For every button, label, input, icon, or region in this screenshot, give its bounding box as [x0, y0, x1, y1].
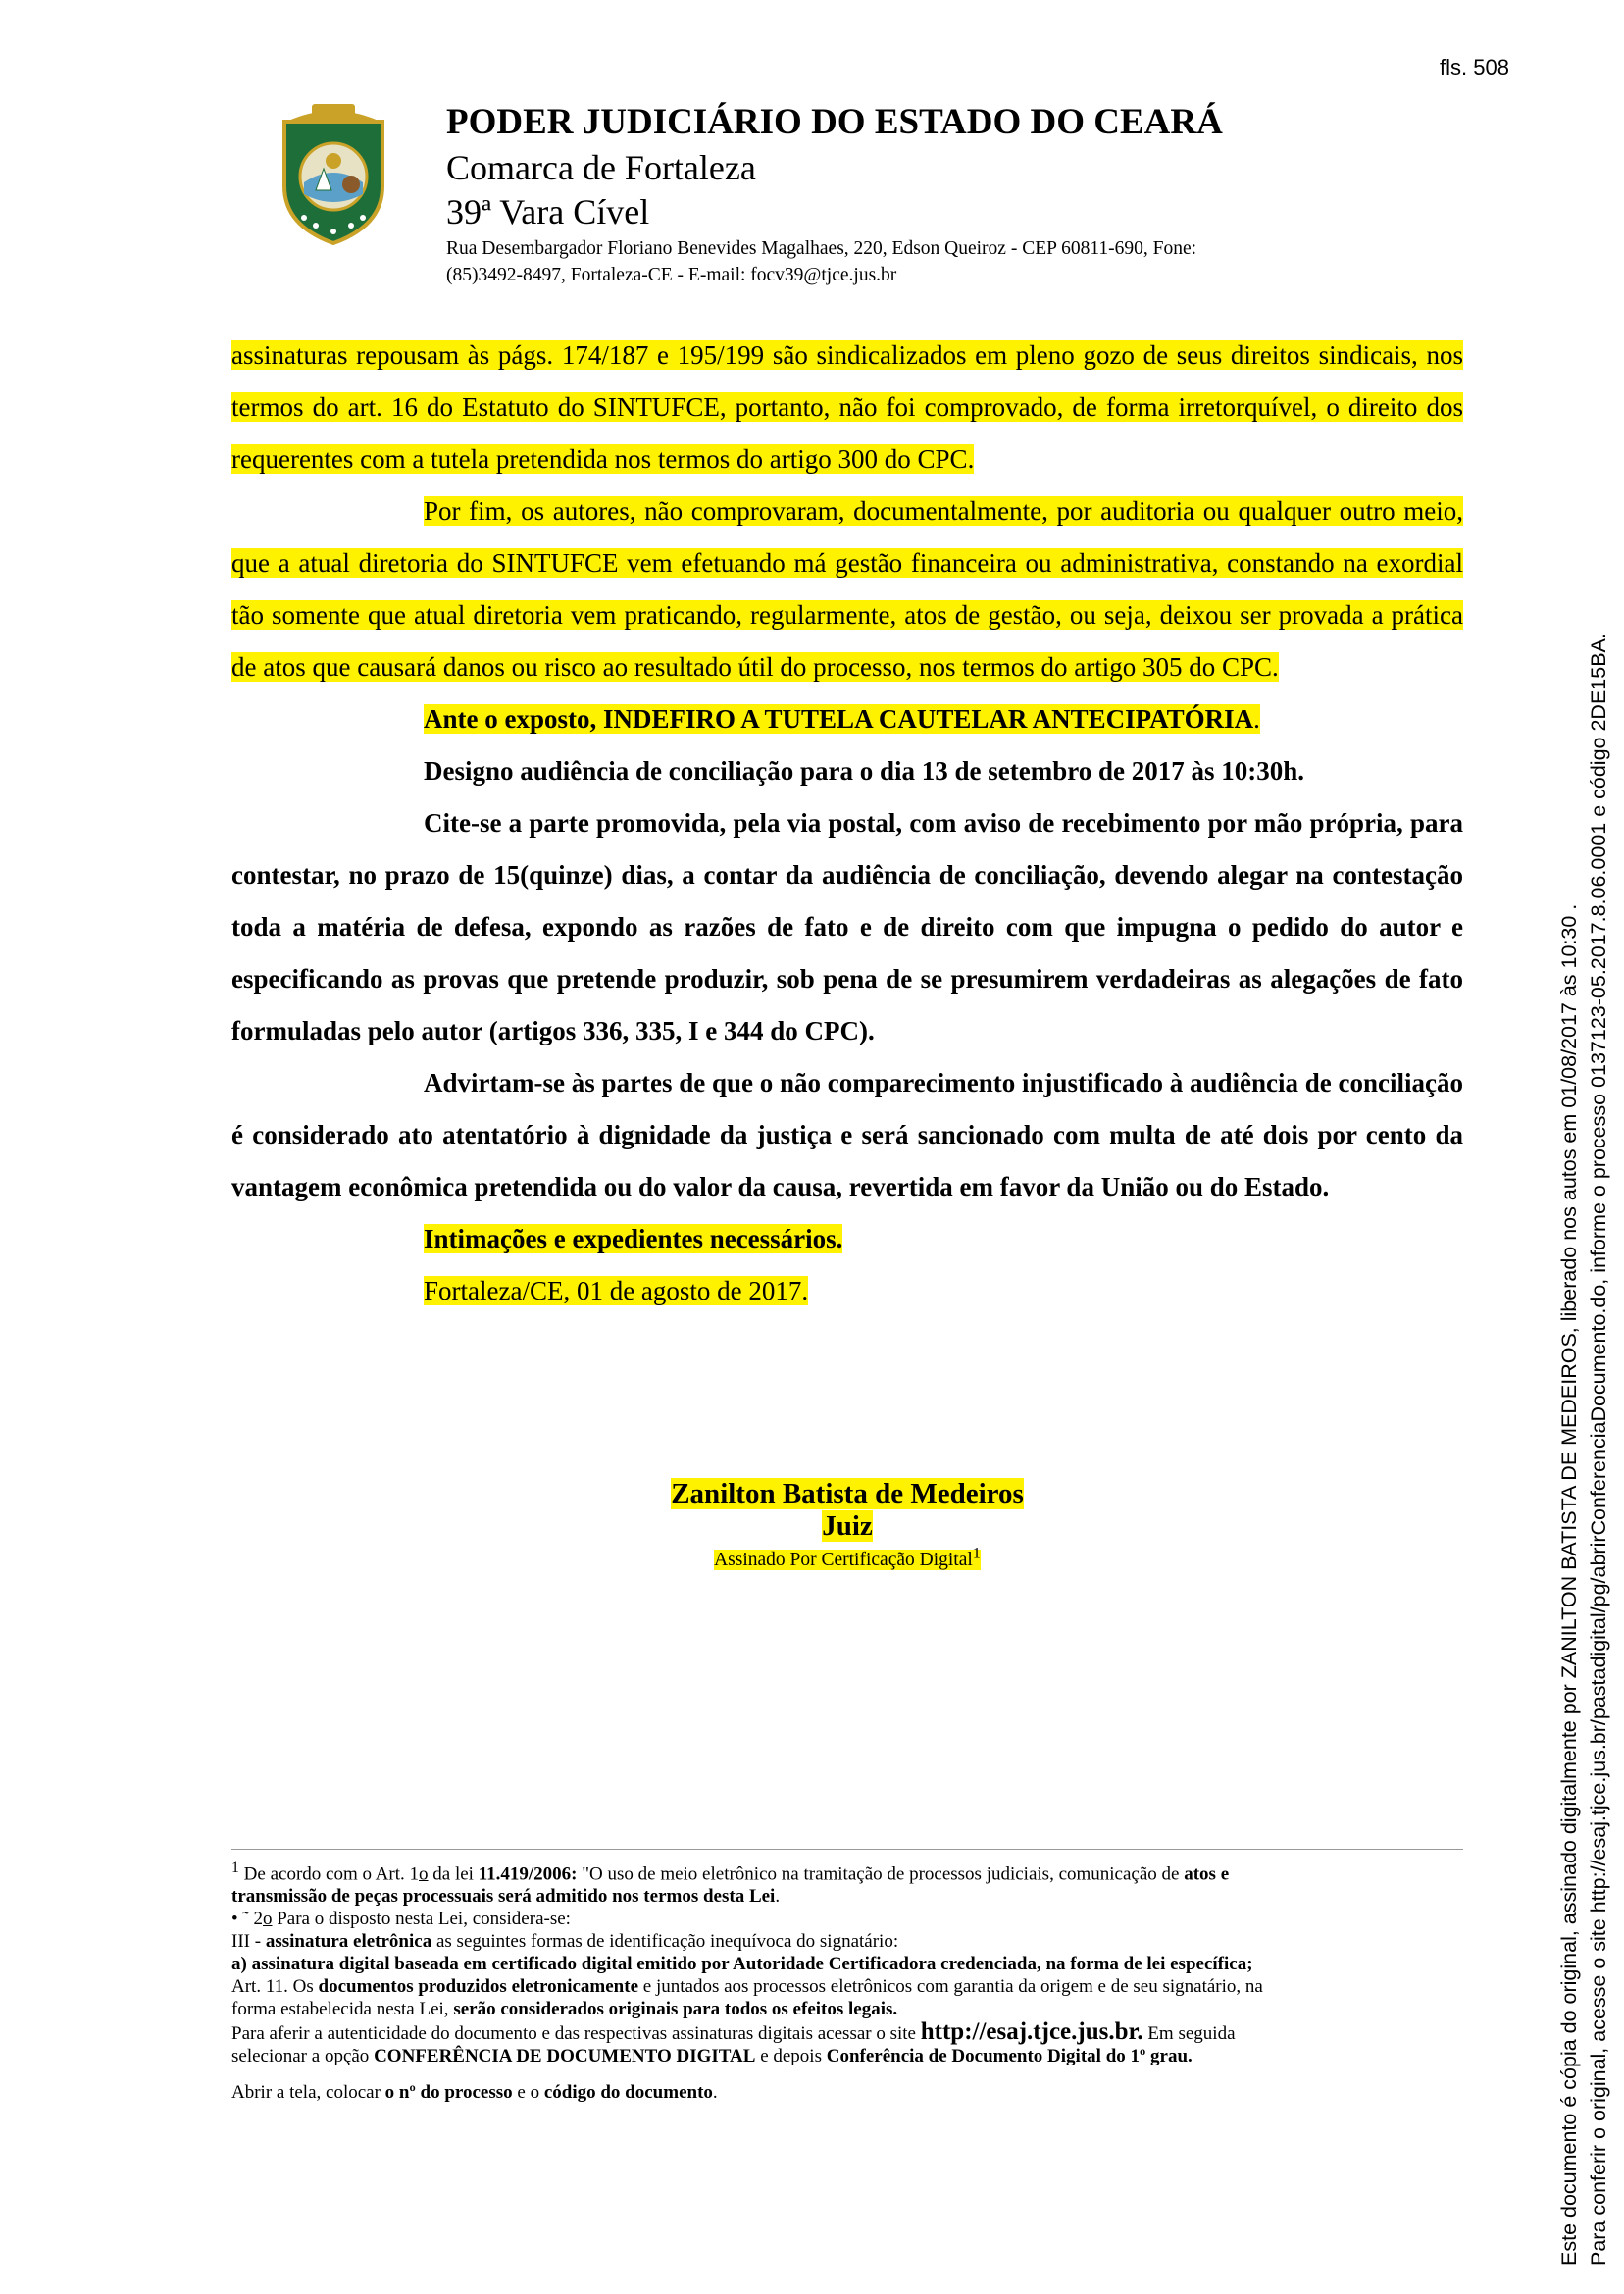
footnote-line-4	[231, 1930, 1463, 1953]
fn-ordinal: o	[419, 1863, 429, 1885]
paragraph-1-text: assinaturas repousam às págs. 174/187 e 195/199 são sindicalizados em pleno gozo de seus direitos sindicais, nos termos do art. 16 do Estatuto do SINTUFCE, portanto, não foi comprovado, de forma irretorquível, o direito dos requerentes com a tutela pretendida nos termos do artigo 300 do CPC.	[231, 340, 1463, 474]
fn-text: e juntados aos processos eletrônicos com garantia da origem e de seu signatário, na	[638, 1976, 1263, 1998]
fn-text: De acordo com o Art. 1	[238, 1863, 420, 1885]
fn-text: as seguintes formas de identificação inequívoca do signatário:	[431, 1931, 899, 1953]
signature-block	[231, 1476, 1463, 1572]
footnote-line-9	[231, 2045, 1463, 2067]
district-name: Comarca de Fortaleza	[446, 148, 756, 187]
paragraph-3	[231, 693, 1463, 745]
footnote-line-3	[231, 1908, 1463, 1930]
paragraph-8	[231, 1265, 1463, 1317]
fn-text: Abrir a tela, colocar	[231, 2082, 385, 2104]
footnote-marker: 1	[231, 1860, 239, 1876]
footnote	[231, 1857, 1463, 2104]
esaj-link[interactable]: http://esaj.tjce.jus.br.	[920, 2018, 1143, 2046]
signature-cert	[231, 1541, 1463, 1572]
footnote-line-5: a) assinatura digital baseada em certificado digital emitido por Autoridade Certificadora credenciada, na forma de lei específica;	[231, 1954, 1253, 1975]
paragraph-2-text: Por fim, os autores, não comprovaram, documentalmente, por auditoria ou qualquer outro meio, que a atual diretoria do SINTUFCE vem efetuando má gestão financeira ou administrativa, constando na exordial tão somente que atual diretoria vem praticando, regularmente, atos de gestão, ou seja, deixou ser provada a prática de atos que causará danos ou risco ao resultado útil do processo, nos termos do artigo 305 do CPC.	[231, 496, 1463, 682]
address-line-1: Rua Desembargador Floriano Benevides Magalhaes, 220, Edson Queiroz - CEP 60811-690, Fone:	[446, 238, 1197, 259]
footnote-line-6	[231, 1975, 1463, 1998]
fn-text: e depois	[755, 2046, 827, 2067]
signature-cert-span	[714, 1544, 981, 1570]
paragraph-4: Designo audiência de conciliação para o dia 13 de setembro de 2017 às 10:30h.	[424, 756, 1305, 786]
authenticity-side-note	[1554, 10, 1613, 2266]
footnote-ref: 1	[972, 1544, 981, 1561]
fn-bold: código do documento	[543, 2082, 713, 2104]
signer-name-text: Zanilton Batista de Medeiros	[671, 1478, 1024, 1509]
footnote-line-10	[231, 2081, 1463, 2104]
fn-text: • ˜ 2	[231, 1909, 263, 1930]
fn-text: .	[712, 2082, 718, 2104]
paragraph-7	[231, 1213, 1463, 1265]
fn-text: Para o disposto nesta Lei, considera-se:	[272, 1909, 571, 1930]
paragraph-6: Advirtam-se às partes de que o não comparecimento injustificado à audiência de conciliação é considerado ato atentatório à dignidade da justiça e será sancionado com multa de até dois por cento da vantagem econômica pretendida ou do valor da causa, revertida em favor da União ou do Estado.	[231, 1068, 1463, 1201]
footnote-line-7	[231, 1998, 1463, 2020]
fn-bold: CONFERÊNCIA DE DOCUMENTO DIGITAL	[374, 2046, 756, 2067]
fn-bold: transmissão de peças processuais será admitido nos termos desta Lei	[231, 1886, 776, 1908]
fn-text: .	[775, 1886, 781, 1908]
footnote-line-2	[231, 1885, 1463, 1908]
fn-bold: atos e	[1184, 1863, 1230, 1885]
fn-text: da lei	[428, 1863, 479, 1885]
address-line-2: (85)3492-8497, Fortaleza-CE - E-mail: focv39@tjce.jus.br	[446, 265, 897, 285]
fn-text: III -	[231, 1931, 266, 1953]
signature-cert-text: Assinado Por Certificação Digital	[714, 1549, 973, 1570]
fn-bold: Conferência de Documento Digital do 1º grau.	[826, 2046, 1193, 2067]
fn-text: "O uso de meio eletrônico na tramitação de processos judiciais, comunicação de	[577, 1863, 1185, 1885]
fn-text: Em seguida	[1142, 2023, 1236, 2045]
fn-text: Para aferir a autenticidade do documento e das respectivas assinaturas digitais acessar o site	[231, 2023, 921, 2045]
chamber-name: 39ª Vara Cível	[446, 192, 650, 231]
paragraph-1	[231, 330, 1463, 485]
paragraph-7-text: Intimações e expedientes necessários.	[424, 1224, 843, 1253]
signer-role-text: Juiz	[822, 1510, 873, 1542]
fn-text: forma estabelecida nesta Lei,	[231, 1999, 454, 2020]
paragraph-5: Cite-se a parte promovida, pela via postal, com aviso de recebimento por mão própria, para contestar, no prazo de 15(quinze) dias, a contar da audiência de conciliação, devendo alegar na contestação toda a matéria de defesa, expondo as razões de fato e de direito com que impugna o pedido do autor e especificando as provas que pretende produzir, sob pena de se presumirem verdadeiras as alegações de fato formuladas pelo autor (artigos 336, 335, I e 344 do CPC).	[231, 808, 1463, 1045]
signer-name	[231, 1476, 1463, 1511]
fn-bold: o nº do processo	[384, 2082, 513, 2104]
fn-bold: serão considerados originais para todos os efeitos legais.	[453, 1999, 898, 2020]
paragraph-3-text: Ante o exposto, INDEFIRO A TUTELA CAUTELAR ANTECIPATÓRIA	[424, 704, 1254, 734]
signer-role	[231, 1511, 1463, 1541]
court-seal-icon	[277, 100, 390, 247]
fn-text: Art. 11. Os	[231, 1976, 319, 1998]
fn-text: e o	[512, 2082, 544, 2104]
paragraph-3-end: .	[1253, 704, 1260, 734]
side-note-line-2: Para conferir o original, acesse o site http://esaj.tjce.jus.br/pastadigital/pg/abrirConferenciaDocumento.do, informe o processo 0137123-05.2017.8.06.0001 e código 2DE15BA.	[1587, 633, 1610, 2266]
paragraph-2	[231, 485, 1463, 693]
footnote-divider	[231, 1849, 1463, 1850]
page-number: fls. 508	[1440, 55, 1509, 79]
side-note-line-1: Este documento é cópia do original, assinado digitalmente por ZANILTON BATISTA DE MEDEIROS, liberado nos autos em 01/08/2017 às 10:30 .	[1557, 903, 1581, 2266]
fn-law: 11.419/2006:	[478, 1863, 578, 1885]
fn-bold: documentos produzidos eletronicamente	[318, 1976, 639, 1998]
court-name: PODER JUDICIÁRIO DO ESTADO DO CEARÁ	[446, 102, 1223, 142]
footnote-line-1	[231, 1857, 1463, 1885]
fn-bold: assinatura eletrônica	[265, 1931, 432, 1953]
fn-ordinal: o	[262, 1909, 273, 1930]
paragraph-8-text: Fortaleza/CE, 01 de agosto de 2017.	[424, 1276, 809, 1305]
fn-text: selecionar a opção	[231, 2046, 375, 2067]
footnote-line-8	[231, 2020, 1463, 2045]
decision-body	[231, 330, 1463, 1317]
court-address	[446, 235, 1329, 288]
